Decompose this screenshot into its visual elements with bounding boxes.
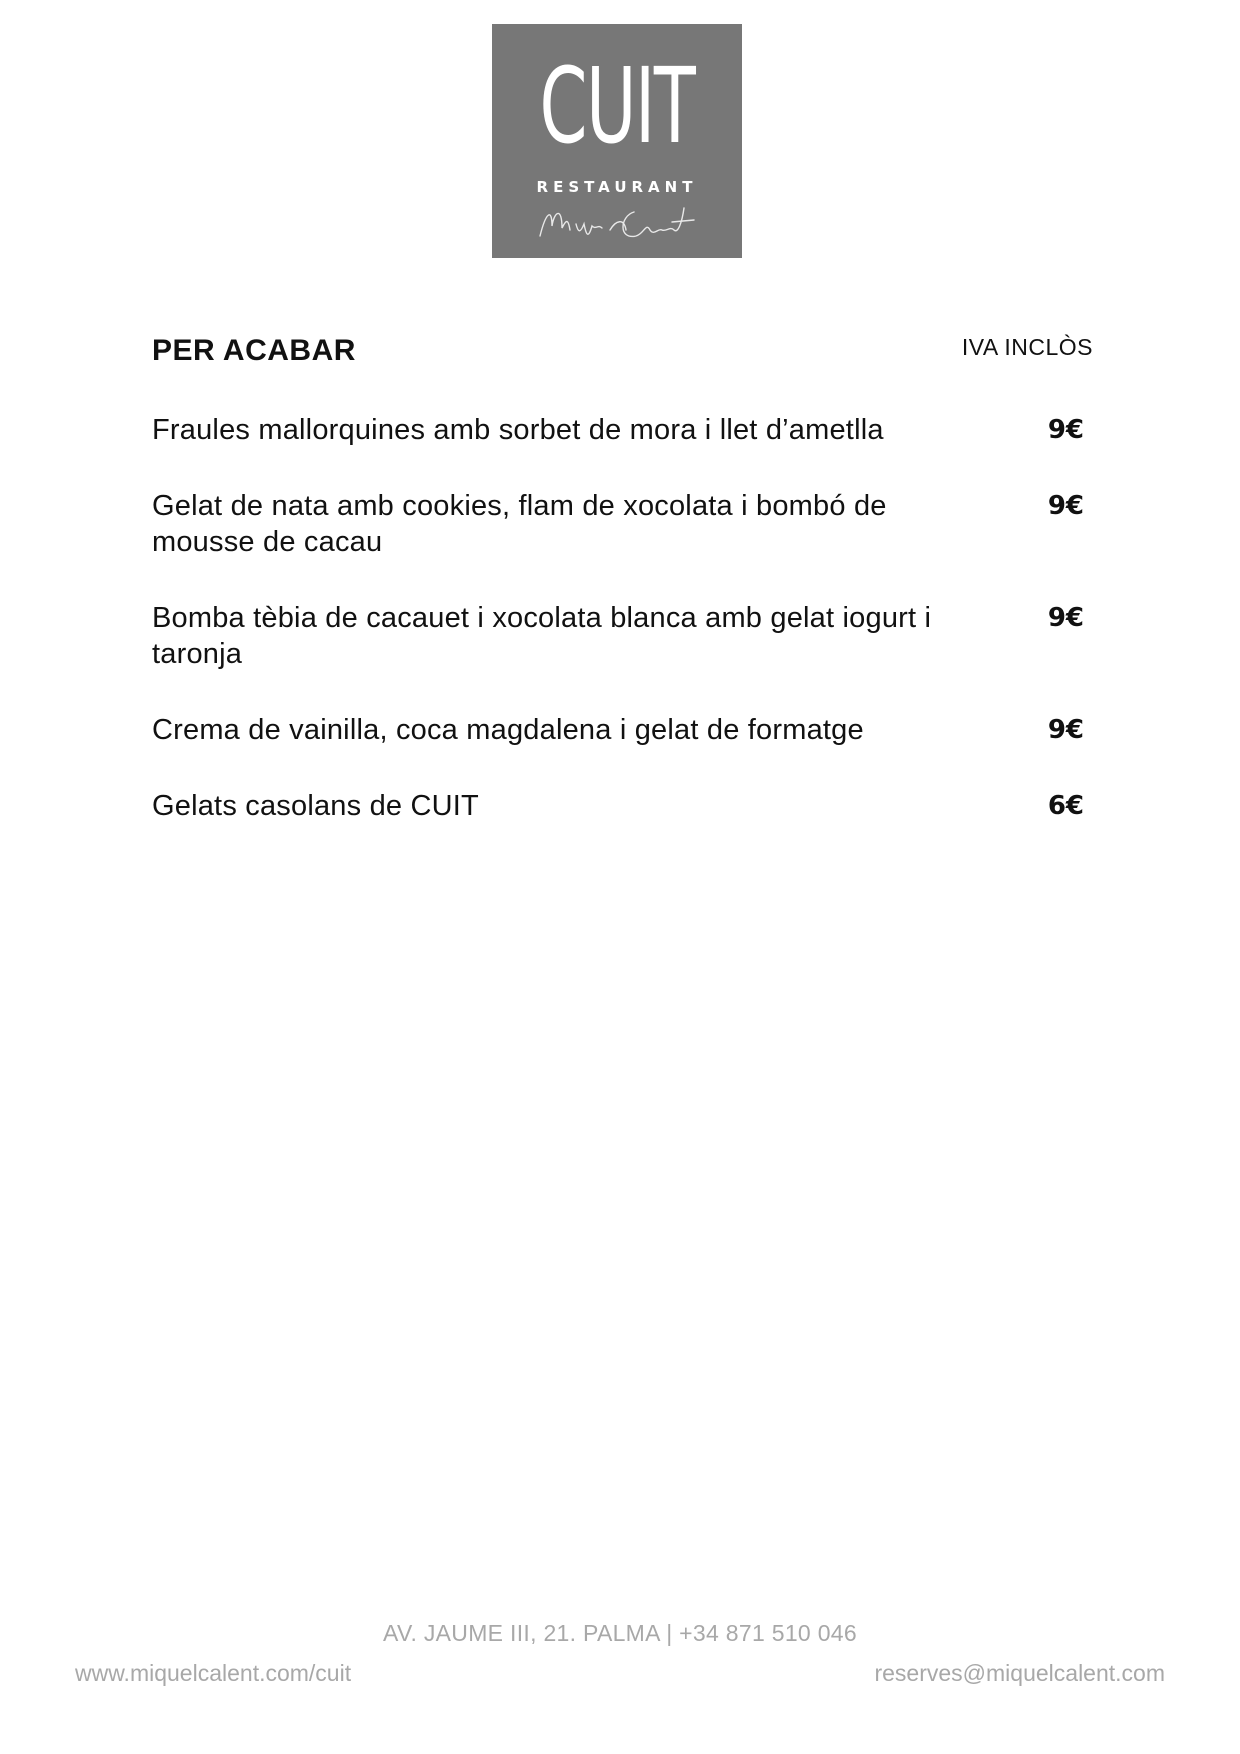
menu-item-name: Fraules mallorquines amb sorbet de mora i llet d’ametlla <box>152 414 884 446</box>
menu-item-price: 9€ <box>1047 715 1084 745</box>
menu-item <box>152 712 1092 748</box>
footer-website-link[interactable]: www.miquelcalent.com/cuit <box>75 1660 352 1686</box>
menu-item-price: 6€ <box>1047 791 1084 821</box>
logo-wordmark: CUIT <box>539 45 695 167</box>
menu-item <box>152 488 1092 560</box>
menu-item-name: Gelat de nata amb cookies, flam de xocolata i bombó de mousse de cacau <box>152 490 887 558</box>
menu-item <box>152 788 1092 824</box>
section-title: PER ACABAR <box>152 334 356 367</box>
footer-email-link[interactable]: reserves@miquelcalent.com <box>874 1660 1165 1686</box>
menu-item <box>152 412 1092 448</box>
restaurant-logo <box>492 24 742 258</box>
menu-item-price: 9€ <box>1047 415 1084 445</box>
logo-subtitle: RESTAURANT <box>536 178 698 196</box>
signature-logo-icon <box>532 200 702 250</box>
menu-item-price: 9€ <box>1047 603 1084 633</box>
menu-item-name: Crema de vainilla, coca magdalena i gelat de formatge <box>152 714 864 746</box>
dessert-menu-list <box>152 412 1092 864</box>
tax-note: IVA INCLÒS <box>961 334 1093 360</box>
footer-address: AV. JAUME III, 21. PALMA | +34 871 510 046 <box>383 1620 857 1646</box>
menu-item-price: 9€ <box>1047 491 1084 521</box>
menu-item-name: Bomba tèbia de cacauet i xocolata blanca amb gelat iogurt i taronja <box>152 602 932 670</box>
menu-item <box>152 600 1092 672</box>
menu-item-name: Gelats casolans de CUIT <box>152 790 479 822</box>
